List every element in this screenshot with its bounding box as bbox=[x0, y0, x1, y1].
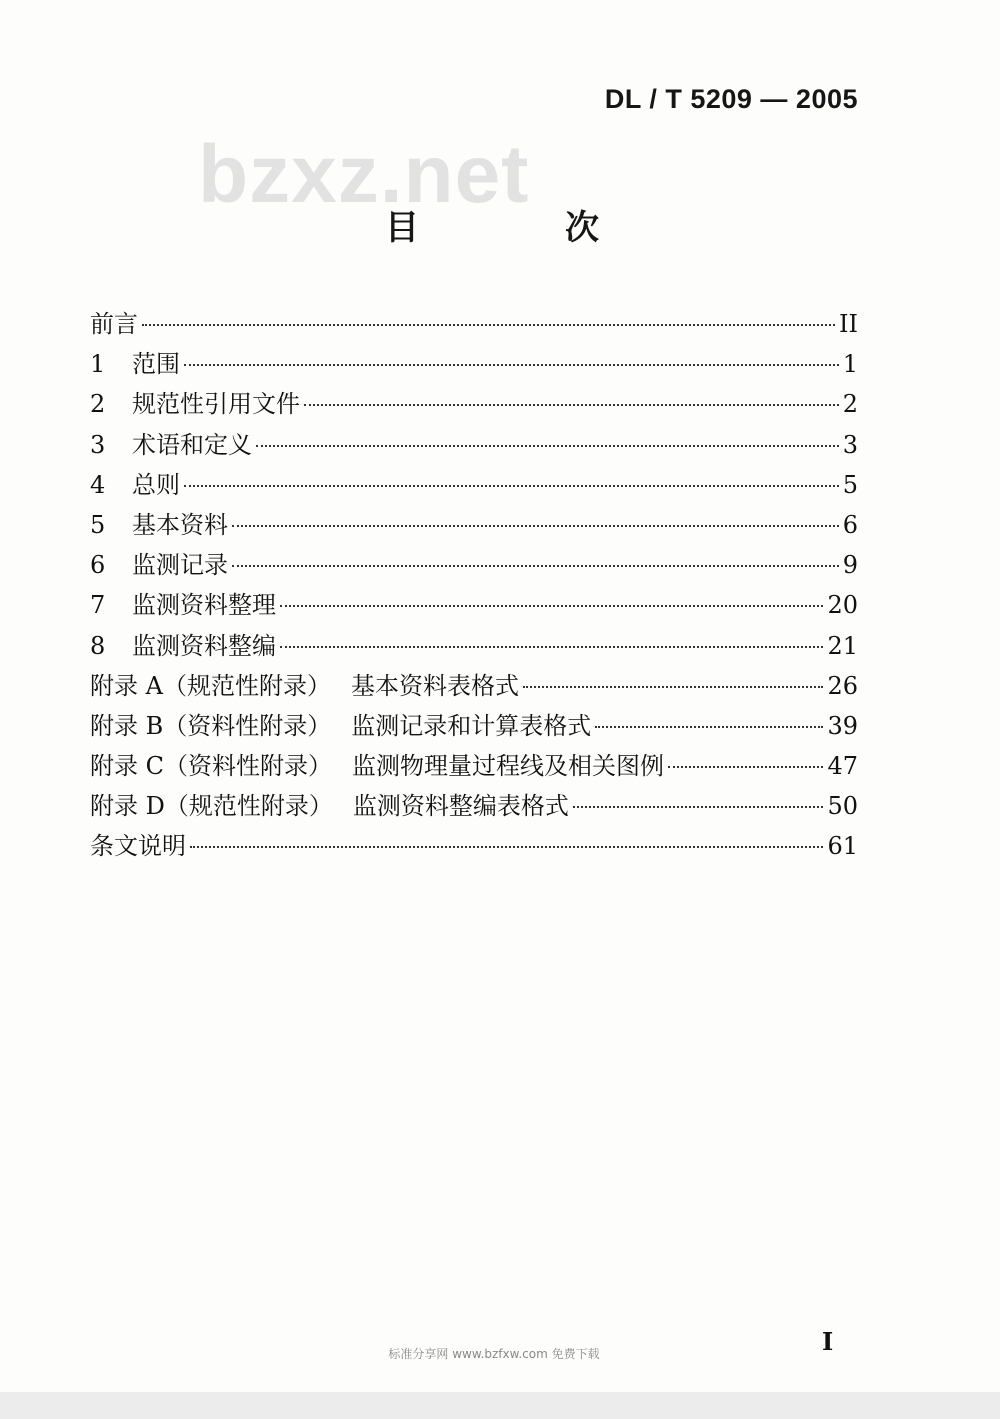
toc-entry[interactable] bbox=[90, 746, 858, 786]
dot-leader bbox=[304, 404, 839, 406]
toc-entry-number: 5 bbox=[90, 510, 106, 539]
toc-entry-label: 附录 A（规范性附录） bbox=[90, 671, 331, 700]
toc-entry-subtitle: 基本资料表格式 bbox=[350, 671, 519, 700]
toc-entry-label: 附录 B（资料性附录） bbox=[90, 711, 332, 740]
toc-entry[interactable] bbox=[90, 626, 858, 666]
toc-entry-page: 6 bbox=[842, 510, 858, 539]
dot-leader bbox=[142, 324, 835, 326]
scan-bottom-edge bbox=[0, 1392, 1000, 1419]
toc-entry[interactable] bbox=[90, 585, 858, 625]
toc-entry-page: 9 bbox=[842, 551, 858, 580]
toc-entry-label: 总则 bbox=[132, 470, 180, 499]
toc-entry[interactable] bbox=[90, 344, 858, 384]
dot-leader bbox=[232, 525, 839, 527]
toc-entry-label: 规范性引用文件 bbox=[132, 390, 300, 419]
dot-leader bbox=[668, 766, 823, 768]
toc-entry-label: 术语和定义 bbox=[132, 430, 252, 459]
toc-entry-page: 3 bbox=[842, 430, 858, 459]
toc-entry-page: 26 bbox=[827, 671, 858, 700]
dot-leader bbox=[232, 565, 839, 567]
toc-entry-number: 1 bbox=[90, 350, 106, 379]
toc-entry-number: 6 bbox=[90, 551, 106, 580]
dot-leader bbox=[184, 485, 839, 487]
toc-entry-subtitle: 监测记录和计算表格式 bbox=[351, 711, 592, 740]
toc-entry-number: 4 bbox=[90, 470, 106, 499]
toc-entry[interactable] bbox=[90, 786, 858, 826]
toc-entry-subtitle: 监测资料整编表格式 bbox=[352, 792, 569, 821]
toc-entry-page: 61 bbox=[827, 832, 858, 861]
dot-leader bbox=[523, 686, 823, 688]
toc-entry-label: 附录 D（规范性附录） bbox=[90, 792, 333, 821]
toc-entry-page: 39 bbox=[827, 711, 858, 740]
toc-entry-label: 监测记录 bbox=[132, 551, 228, 580]
toc-entry-number: 7 bbox=[90, 591, 106, 620]
dot-leader bbox=[573, 806, 824, 808]
toc-entry-page: 47 bbox=[827, 752, 858, 781]
toc-entry[interactable] bbox=[90, 505, 858, 545]
toc-entry-label: 前言 bbox=[90, 310, 138, 338]
dot-leader bbox=[280, 605, 823, 607]
toc-entry-page: 5 bbox=[842, 470, 858, 499]
page-number: I bbox=[822, 1327, 834, 1356]
toc-entry-page: 1 bbox=[842, 350, 858, 379]
watermark: bzxz.net bbox=[198, 129, 530, 220]
toc-entry[interactable] bbox=[90, 304, 858, 344]
toc-entry-label: 条文说明 bbox=[90, 832, 186, 861]
toc-entry[interactable] bbox=[90, 666, 858, 706]
dot-leader bbox=[184, 364, 839, 366]
dot-leader bbox=[190, 846, 823, 848]
toc-entry-label: 附录 C（资料性附录） bbox=[90, 752, 332, 781]
dot-leader bbox=[256, 445, 839, 447]
toc-entry-subtitle: 监测物理量过程线及相关图例 bbox=[352, 752, 664, 781]
toc-entry[interactable] bbox=[90, 425, 858, 465]
toc-entry-label: 监测资料整理 bbox=[132, 591, 276, 620]
toc-entry-page: 2 bbox=[842, 390, 858, 419]
toc-entry-label: 基本资料 bbox=[132, 510, 228, 539]
toc-entry-label: 范围 bbox=[132, 350, 180, 379]
dot-leader bbox=[595, 726, 823, 728]
toc-entry-page: 21 bbox=[827, 631, 858, 660]
toc-entry-number: 3 bbox=[90, 430, 106, 459]
toc-entry-page: II bbox=[839, 310, 858, 338]
toc-entry-number: 2 bbox=[90, 390, 106, 419]
toc-entry[interactable] bbox=[90, 826, 858, 866]
toc-entry-label: 监测资料整编 bbox=[132, 631, 276, 660]
table-of-contents bbox=[90, 304, 858, 867]
toc-entry-number: 8 bbox=[90, 631, 106, 660]
source-note: 标准分享网 www.bzfxw.com 免费下载 bbox=[388, 1347, 600, 1361]
toc-entry-page: 20 bbox=[827, 591, 858, 620]
toc-entry[interactable] bbox=[90, 465, 858, 505]
toc-entry[interactable] bbox=[90, 545, 858, 585]
toc-entry-page: 50 bbox=[827, 792, 858, 821]
standard-code: DL / T 5209 — 2005 bbox=[604, 84, 858, 114]
dot-leader bbox=[280, 646, 823, 648]
toc-entry[interactable] bbox=[90, 384, 858, 424]
toc-title: 目 次 bbox=[385, 208, 655, 248]
toc-entry[interactable] bbox=[90, 706, 858, 746]
